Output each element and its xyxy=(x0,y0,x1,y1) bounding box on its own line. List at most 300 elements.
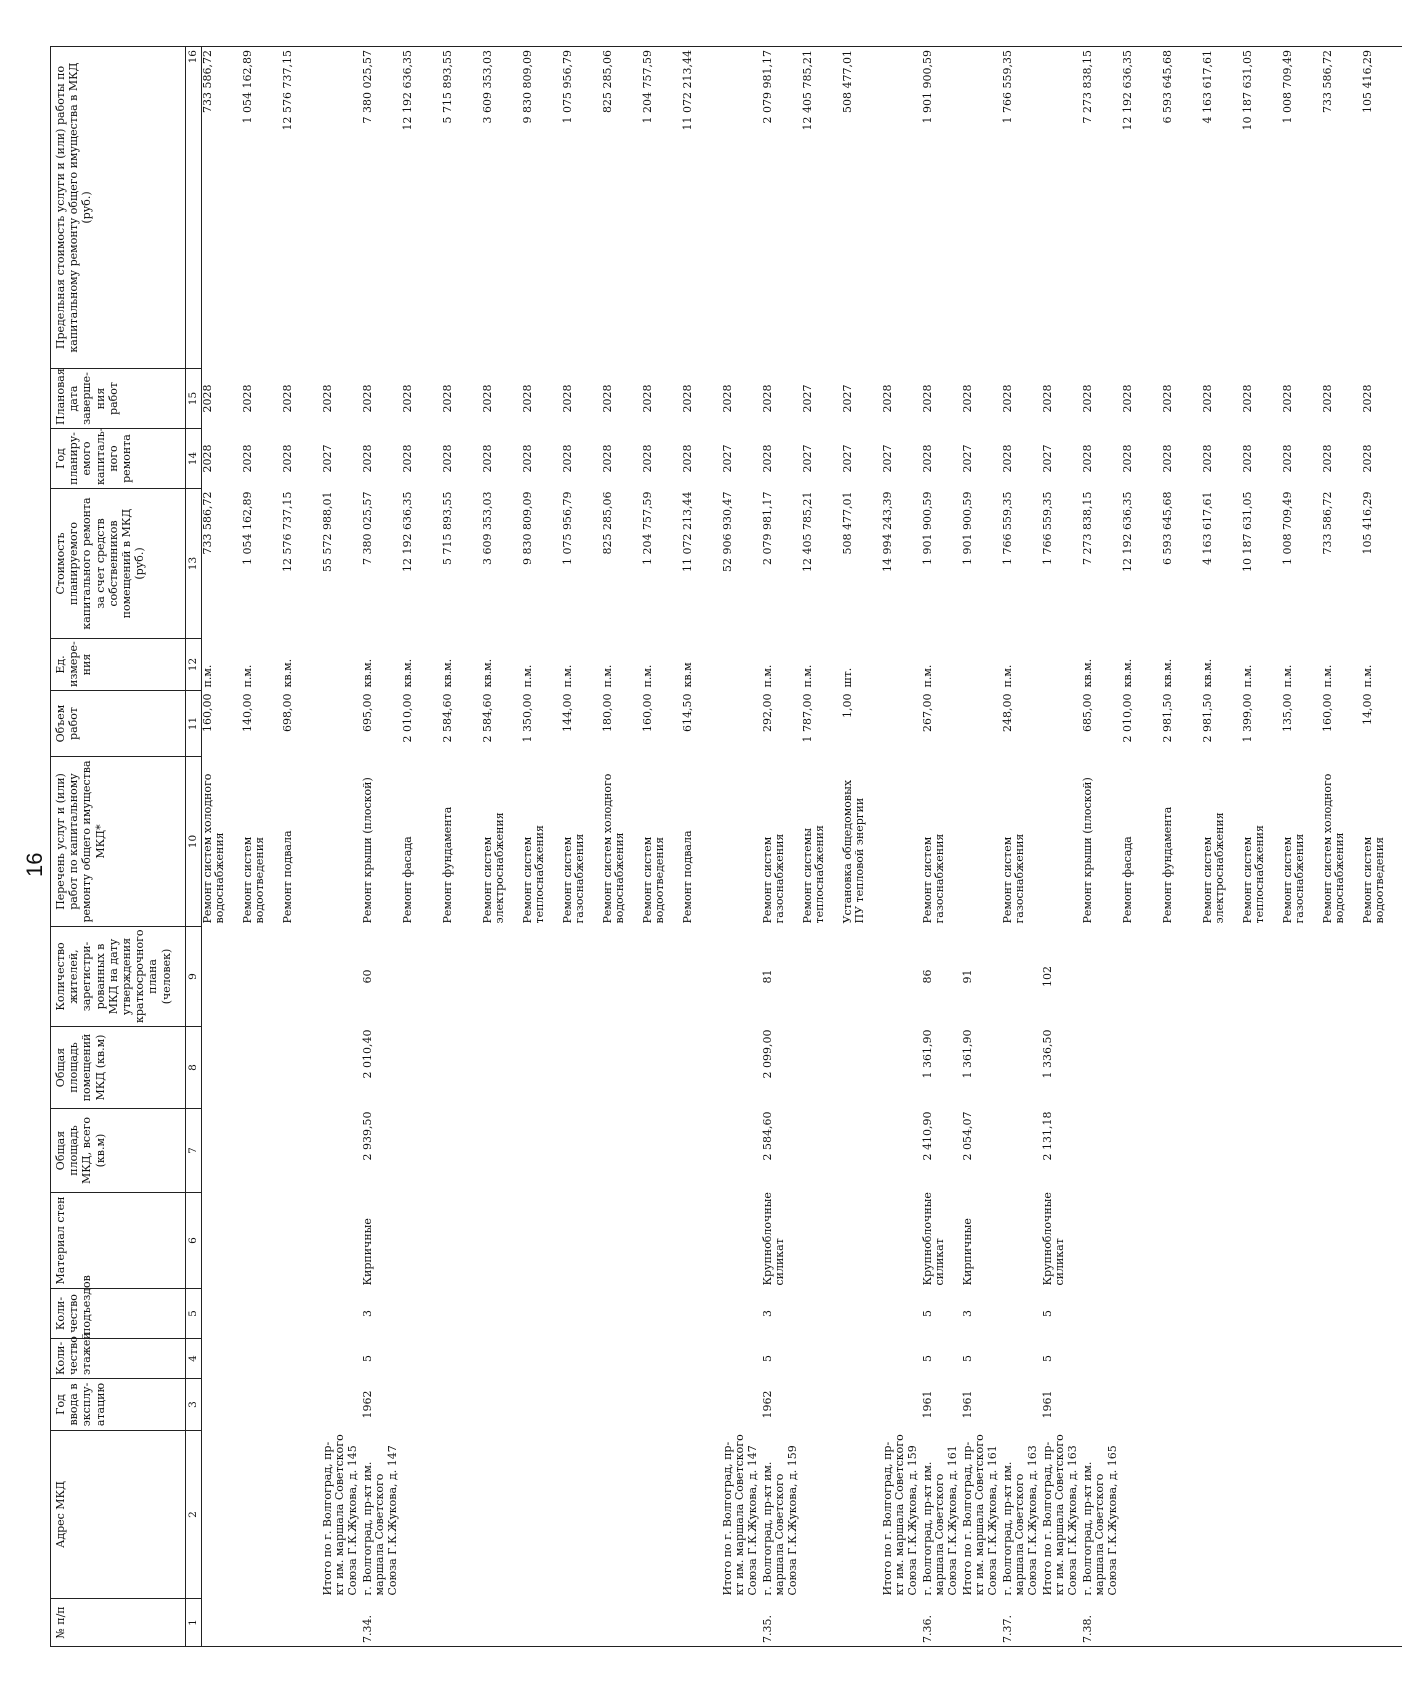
table-cell xyxy=(1282,1109,1322,1193)
table-cell xyxy=(522,927,562,1027)
table-cell xyxy=(282,1027,322,1109)
table-cell: 140,00 xyxy=(240,693,254,732)
table-cell: 5 715 893,55 xyxy=(440,491,454,565)
table-cell: 2028 xyxy=(440,384,454,413)
table-cell: кв.м. xyxy=(360,658,374,688)
table-cell xyxy=(722,1027,762,1109)
table-cell xyxy=(1122,1431,1162,1599)
table-cell: 7.35. xyxy=(762,1599,802,1647)
table-cell: г. Волгоград, пр-кт им. маршала Советского Союза Г.К.Жукова, д. 159 xyxy=(760,1445,799,1596)
table-cell xyxy=(722,1289,762,1339)
table-cell xyxy=(1362,1379,1402,1431)
table-cell: 825 285,06 xyxy=(602,47,642,369)
table-cell xyxy=(602,1339,642,1379)
table-row xyxy=(242,47,282,1647)
table-cell xyxy=(962,757,1002,927)
table-cell xyxy=(562,1599,602,1647)
table-cell xyxy=(1082,1027,1122,1109)
table-cell: 2028 xyxy=(1240,384,1254,413)
table-cell xyxy=(1362,1193,1402,1289)
table-cell: 2028 xyxy=(360,384,374,413)
table-cell: 1961 xyxy=(1040,1390,1054,1419)
table-cell: 7 380 025,57 xyxy=(362,47,402,369)
table-cell xyxy=(722,1599,762,1647)
table-cell: 4 163 617,61 xyxy=(1200,491,1214,565)
table-cell xyxy=(1122,1193,1162,1289)
table-cell xyxy=(482,927,522,1027)
table-row xyxy=(562,47,602,1647)
table-cell xyxy=(282,927,322,1027)
table-cell xyxy=(1002,1289,1042,1339)
table-cell xyxy=(682,1379,722,1431)
table-cell: 1961 xyxy=(960,1390,974,1419)
table-cell: Ремонт систем холодного водоснабжения xyxy=(600,773,627,924)
table-cell: Ремонт фундамента xyxy=(440,806,454,924)
table-cell: п.м. xyxy=(200,664,214,688)
table-cell: Итого по г. Волгоград, пр-кт им. маршала Советского Союза Г.К.Жукова, д. 159 xyxy=(880,1434,919,1596)
table-cell: 14 994 243,39 xyxy=(880,491,894,572)
table-cell xyxy=(522,1027,562,1109)
table-cell: 7.36. xyxy=(922,1599,962,1647)
table-cell xyxy=(201,1109,242,1193)
table-cell xyxy=(1282,1431,1322,1599)
table-cell xyxy=(1122,1379,1162,1431)
table-cell: Ремонт систем газоснабжения xyxy=(760,833,787,924)
table-cell: 7 273 838,15 xyxy=(1082,47,1122,369)
table-row xyxy=(882,47,922,1647)
table-cell: 2028 xyxy=(400,444,414,473)
table-cell xyxy=(802,1109,842,1193)
table-cell xyxy=(482,1109,522,1193)
column-header: Материал стен xyxy=(51,1193,186,1289)
table-cell xyxy=(682,1027,722,1109)
table-cell: 2028 xyxy=(880,384,894,413)
table-cell: 2028 xyxy=(1200,384,1214,413)
table-row xyxy=(722,47,762,1647)
table-cell xyxy=(1322,927,1362,1027)
table-cell: 81 xyxy=(760,969,774,984)
table-cell xyxy=(1362,927,1402,1027)
table-cell xyxy=(1162,1193,1202,1289)
table-cell: п.м. xyxy=(1000,664,1014,688)
table-cell xyxy=(1362,1599,1402,1647)
table-cell xyxy=(842,1289,882,1339)
table-cell xyxy=(602,1431,642,1599)
table-cell: Ремонт фасада xyxy=(1120,836,1134,924)
column-header: Коли-чество этажей xyxy=(51,1339,186,1379)
table-cell: 7.34. xyxy=(362,1599,402,1647)
table-cell: г. Волгоград, пр-кт им. маршала Советского Союза Г.К.Жукова, д. 147 xyxy=(360,1445,399,1596)
table-cell: 825 285,06 xyxy=(600,491,614,555)
table-cell: 2028 xyxy=(240,384,254,413)
table-cell: 2 584,60 xyxy=(760,1111,774,1161)
table-row xyxy=(922,47,962,1647)
table-cell: 2028 xyxy=(760,444,774,473)
table-cell xyxy=(442,1289,482,1339)
table-cell: 2028 xyxy=(1360,444,1374,473)
table-cell: 2028 xyxy=(760,384,774,413)
table-cell xyxy=(1122,1339,1162,1379)
table-cell: 2028 xyxy=(1120,384,1134,413)
column-header: Плановая дата заверше-ния работ xyxy=(51,369,186,429)
table-cell: 733 586,72 xyxy=(201,47,242,369)
table-cell: 1 008 709,49 xyxy=(1282,47,1322,369)
table-cell: Ремонт систем водоотведения xyxy=(1360,836,1387,924)
table-cell xyxy=(1002,1193,1042,1289)
table-cell: 5 xyxy=(760,1355,774,1362)
table-cell: 12 576 737,15 xyxy=(282,47,322,369)
table-cell: 2 584,60 xyxy=(440,693,454,743)
table-cell: Ремонт фундамента xyxy=(1160,806,1174,924)
table-cell: кв.м xyxy=(680,662,694,688)
table-cell: кв.м. xyxy=(480,658,494,688)
table-cell: 11 072 213,44 xyxy=(680,491,694,572)
table-cell xyxy=(1322,1379,1362,1431)
table-cell xyxy=(402,1339,442,1379)
table-row xyxy=(962,47,1002,1647)
table-cell xyxy=(242,1339,282,1379)
table-cell xyxy=(201,1289,242,1339)
table-cell: Крупноблочные силикат xyxy=(760,1192,787,1286)
table-cell xyxy=(1242,1379,1282,1431)
table-cell xyxy=(1362,1289,1402,1339)
table-cell: Кирпичные xyxy=(360,1218,374,1286)
table-cell: 2028 xyxy=(1280,384,1294,413)
table-cell: 1 204 757,59 xyxy=(640,491,654,565)
table-cell xyxy=(1122,1599,1162,1647)
table-cell: 2027 xyxy=(840,384,854,413)
table-cell: 9 830 809,09 xyxy=(520,491,534,565)
table-cell: г. Волгоград, пр-кт им. маршала Советского Союза Г.К.Жукова, д. 163 xyxy=(1000,1445,1039,1596)
table-cell xyxy=(1162,1289,1202,1339)
table-cell: 105 416,29 xyxy=(1362,47,1402,369)
table-cell xyxy=(1202,1379,1242,1431)
table-cell: шт. xyxy=(840,667,854,688)
table-cell xyxy=(1202,927,1242,1027)
table-cell: Ремонт систем холодного водоснабжения xyxy=(200,773,227,924)
table-cell xyxy=(882,1289,922,1339)
table-cell: 12 192 636,35 xyxy=(1122,47,1162,369)
table-cell xyxy=(562,1109,602,1193)
table-cell: 2028 xyxy=(960,384,974,413)
table-cell xyxy=(402,1379,442,1431)
table-cell xyxy=(282,1109,322,1193)
table-cell xyxy=(1162,1109,1202,1193)
table-row xyxy=(201,47,242,1647)
table-cell: Ремонт систем водоотведения xyxy=(240,836,267,924)
table-cell: 1 008 709,49 xyxy=(1280,491,1294,565)
table-cell: 2028 xyxy=(560,444,574,473)
table-cell xyxy=(1322,1431,1362,1599)
table-cell xyxy=(402,1109,442,1193)
table-cell: 2027 xyxy=(720,444,734,473)
table-cell: 2 939,50 xyxy=(360,1111,374,1161)
table-cell xyxy=(882,1109,922,1193)
table-cell: кв.м. xyxy=(280,658,294,688)
table-cell xyxy=(602,1289,642,1339)
table-cell: 1 399,00 xyxy=(1240,693,1254,743)
table-cell: 2027 xyxy=(880,444,894,473)
table-cell xyxy=(1042,757,1082,927)
table-cell xyxy=(802,1289,842,1339)
capital-repair-table xyxy=(50,46,1402,1647)
table-cell xyxy=(1242,1431,1282,1599)
table-cell: 1962 xyxy=(760,1390,774,1419)
table-cell xyxy=(1122,1289,1162,1339)
table-cell: 3 xyxy=(360,1310,374,1317)
table-cell xyxy=(1122,927,1162,1027)
table-cell: 5 715 893,55 xyxy=(442,47,482,369)
table-cell: 102 xyxy=(1040,966,1054,987)
table-cell: 1,00 xyxy=(840,693,854,718)
table-cell xyxy=(642,927,682,1027)
column-header: Год планиру-емого капиталь-ного ремонта xyxy=(51,429,186,489)
table-cell: п.м. xyxy=(240,664,254,688)
table-cell: 5 xyxy=(960,1355,974,1362)
table-cell: Итого по г. Волгоград, пр-кт им. маршала Советского Союза Г.К.Жукова, д. 145 xyxy=(320,1434,359,1596)
table-cell: кв.м. xyxy=(1200,658,1214,688)
table-cell xyxy=(482,1379,522,1431)
table-row xyxy=(802,47,842,1647)
table-cell: 508 477,01 xyxy=(840,491,854,555)
table-cell: Итого по г. Волгоград, пр-кт им. маршала Советского Союза Г.К.Жукова, д. 161 xyxy=(960,1434,999,1596)
table-cell: 2028 xyxy=(720,384,734,413)
table-cell xyxy=(242,1193,282,1289)
table-cell: 7.37. xyxy=(1002,1599,1042,1647)
table-cell xyxy=(1242,1599,1282,1647)
table-cell xyxy=(1042,639,1082,691)
table-cell xyxy=(1082,1193,1122,1289)
table-cell: 135,00 xyxy=(1280,693,1294,732)
table-row xyxy=(1202,47,1242,1647)
table-cell xyxy=(242,1109,282,1193)
table-cell xyxy=(602,927,642,1027)
table-cell: г. Волгоград, пр-кт им. маршала Советского Союза Г.К.Жукова, д. 165 xyxy=(1080,1445,1119,1596)
table-cell xyxy=(322,1379,362,1431)
table-cell xyxy=(1162,1339,1202,1379)
table-cell: 12 576 737,15 xyxy=(280,491,294,572)
table-cell: 1 901 900,59 xyxy=(922,47,962,369)
table-cell xyxy=(1282,1193,1322,1289)
table-cell xyxy=(1242,927,1282,1027)
table-cell xyxy=(322,1599,362,1647)
table-cell xyxy=(1362,1339,1402,1379)
table-cell xyxy=(402,927,442,1027)
table-cell xyxy=(282,1379,322,1431)
column-number: 3 xyxy=(186,1379,202,1431)
table-cell xyxy=(642,1193,682,1289)
table-cell: 3 609 353,03 xyxy=(482,47,522,369)
table-cell xyxy=(1002,1339,1042,1379)
table-cell: 10 187 631,05 xyxy=(1242,47,1282,369)
table-cell: 2 981,50 xyxy=(1200,693,1214,743)
table-cell: 2027 xyxy=(800,384,814,413)
table-cell: 5 xyxy=(920,1355,934,1362)
column-header: Предельная стоимость услуги и (или) работы по капитальному ремонту общего имущества в МКД (руб.) xyxy=(51,47,186,369)
table-cell: Кирпичные xyxy=(960,1218,974,1286)
table-cell xyxy=(1082,1379,1122,1431)
table-cell xyxy=(282,1289,322,1339)
table-cell xyxy=(1202,1339,1242,1379)
table-cell xyxy=(682,1599,722,1647)
table-cell: 2 410,90 xyxy=(920,1111,934,1161)
table-cell: п.м. xyxy=(760,664,774,688)
table-cell xyxy=(802,1339,842,1379)
table-cell xyxy=(682,1109,722,1193)
table-cell xyxy=(1242,1027,1282,1109)
table-cell: 11 072 213,44 xyxy=(682,47,722,369)
table-cell: 685,00 xyxy=(1080,693,1094,732)
table-row xyxy=(1042,47,1082,1647)
table-cell xyxy=(482,1431,522,1599)
table-cell: г. Волгоград, пр-кт им. маршала Советского Союза Г.К.Жукова, д. 161 xyxy=(920,1445,959,1596)
table-cell xyxy=(602,1027,642,1109)
table-cell xyxy=(842,1339,882,1379)
table-cell xyxy=(1002,1379,1042,1431)
table-cell xyxy=(322,639,362,691)
table-cell: п.м. xyxy=(800,664,814,688)
table-cell xyxy=(1042,47,1082,369)
column-header: Ед. измере-ния xyxy=(51,639,186,691)
table-header-row xyxy=(51,47,186,1647)
table-cell xyxy=(1202,1289,1242,1339)
table-cell: Ремонт крыши (плоской) xyxy=(360,777,374,924)
column-number: 9 xyxy=(186,927,202,1027)
table-cell: 2028 xyxy=(640,444,654,473)
table-cell xyxy=(442,1599,482,1647)
table-cell: Ремонт систем газоснабжения xyxy=(1280,833,1307,924)
table-cell xyxy=(1002,1027,1042,1109)
table-cell xyxy=(962,1599,1002,1647)
column-number: 2 xyxy=(186,1431,202,1599)
table-cell xyxy=(242,1431,282,1599)
table-cell: 2028 xyxy=(1240,444,1254,473)
table-cell: 2028 xyxy=(480,444,494,473)
table-cell xyxy=(882,691,922,757)
table-cell xyxy=(882,1599,922,1647)
column-header: Объем работ xyxy=(51,691,186,757)
table-cell: 2028 xyxy=(1040,384,1054,413)
column-header: Год ввода в эксплу-атацию xyxy=(51,1379,186,1431)
table-cell xyxy=(722,757,762,927)
table-cell: 4 163 617,61 xyxy=(1202,47,1242,369)
table-row xyxy=(1082,47,1122,1647)
table-cell xyxy=(442,1431,482,1599)
table-cell xyxy=(1002,1109,1042,1193)
table-cell xyxy=(322,47,362,369)
table-row xyxy=(402,47,442,1647)
table-cell xyxy=(842,1193,882,1289)
table-cell xyxy=(1202,1193,1242,1289)
table-cell xyxy=(1162,1379,1202,1431)
table-cell: 508 477,01 xyxy=(842,47,882,369)
table-cell xyxy=(402,1027,442,1109)
table-body xyxy=(201,47,1402,1647)
table-cell xyxy=(1322,1289,1362,1339)
table-cell xyxy=(1242,1193,1282,1289)
table-cell: 1 075 956,79 xyxy=(560,491,574,565)
table-cell: 2027 xyxy=(320,444,334,473)
table-cell: 7.38. xyxy=(1082,1599,1122,1647)
table-cell: Ремонт систем газоснабжения xyxy=(920,833,947,924)
table-cell xyxy=(602,1599,642,1647)
table-cell xyxy=(402,1289,442,1339)
table-cell xyxy=(1122,1109,1162,1193)
table-cell: 12 192 636,35 xyxy=(400,491,414,572)
table-cell xyxy=(1242,1339,1282,1379)
table-row xyxy=(762,47,802,1647)
table-cell xyxy=(1122,1027,1162,1109)
table-cell: 3 xyxy=(960,1310,974,1317)
table-cell: 2028 xyxy=(280,384,294,413)
table-cell xyxy=(1162,1599,1202,1647)
table-cell: 2028 xyxy=(640,384,654,413)
table-cell xyxy=(562,1431,602,1599)
table-cell xyxy=(201,1339,242,1379)
column-number: 15 xyxy=(186,369,202,429)
table-cell: 12 405 785,21 xyxy=(802,47,842,369)
table-cell xyxy=(522,1109,562,1193)
table-cell xyxy=(722,1379,762,1431)
table-cell: Ремонт систем теплоснабжения xyxy=(1240,825,1267,924)
table-cell: 5 xyxy=(360,1355,374,1362)
table-cell: 9 830 809,09 xyxy=(522,47,562,369)
table-cell xyxy=(1202,1109,1242,1193)
table-cell xyxy=(802,1431,842,1599)
table-cell xyxy=(201,1431,242,1599)
table-cell xyxy=(602,1109,642,1193)
column-header: Общая площадь помещений МКД (кв.м) xyxy=(51,1027,186,1109)
table-cell xyxy=(522,1289,562,1339)
table-cell xyxy=(882,927,922,1027)
table-row xyxy=(322,47,362,1647)
table-cell xyxy=(242,927,282,1027)
table-cell xyxy=(1362,1431,1402,1599)
table-cell xyxy=(1242,1109,1282,1193)
table-cell xyxy=(1082,1339,1122,1379)
table-cell xyxy=(722,639,762,691)
table-cell: 2 010,00 xyxy=(400,693,414,743)
table-cell: кв.м. xyxy=(440,658,454,688)
table-cell: 2028 xyxy=(1000,384,1014,413)
table-cell: 2 010,00 xyxy=(1120,693,1134,743)
table-cell xyxy=(482,1027,522,1109)
table-cell xyxy=(242,1599,282,1647)
table-cell: 3 xyxy=(760,1310,774,1317)
table-cell: п.м. xyxy=(1280,664,1294,688)
table-row xyxy=(482,47,522,1647)
table-cell: 2028 xyxy=(1200,444,1214,473)
table-cell: п.м. xyxy=(520,664,534,688)
table-cell: 1961 xyxy=(920,1390,934,1419)
table-cell: 2028 xyxy=(440,444,454,473)
table-cell: 2028 xyxy=(360,444,374,473)
table-cell: 5 xyxy=(1040,1310,1054,1317)
column-header: Общая площадь МКД, всего (кв.м) xyxy=(51,1109,186,1193)
table-cell: 733 586,72 xyxy=(1322,47,1362,369)
table-cell xyxy=(682,927,722,1027)
column-header: Коли-чество подъездов xyxy=(51,1289,186,1339)
table-cell xyxy=(642,1027,682,1109)
table-cell xyxy=(842,1027,882,1109)
table-cell xyxy=(1242,1289,1282,1339)
table-cell: Ремонт систем холодного водоснабжения xyxy=(1320,773,1347,924)
table-cell: Ремонт подвала xyxy=(280,830,294,924)
table-cell: Ремонт систем газоснабжения xyxy=(1000,833,1027,924)
table-cell xyxy=(402,1431,442,1599)
table-cell: 733 586,72 xyxy=(1320,491,1334,555)
table-cell: 2027 xyxy=(1040,444,1054,473)
